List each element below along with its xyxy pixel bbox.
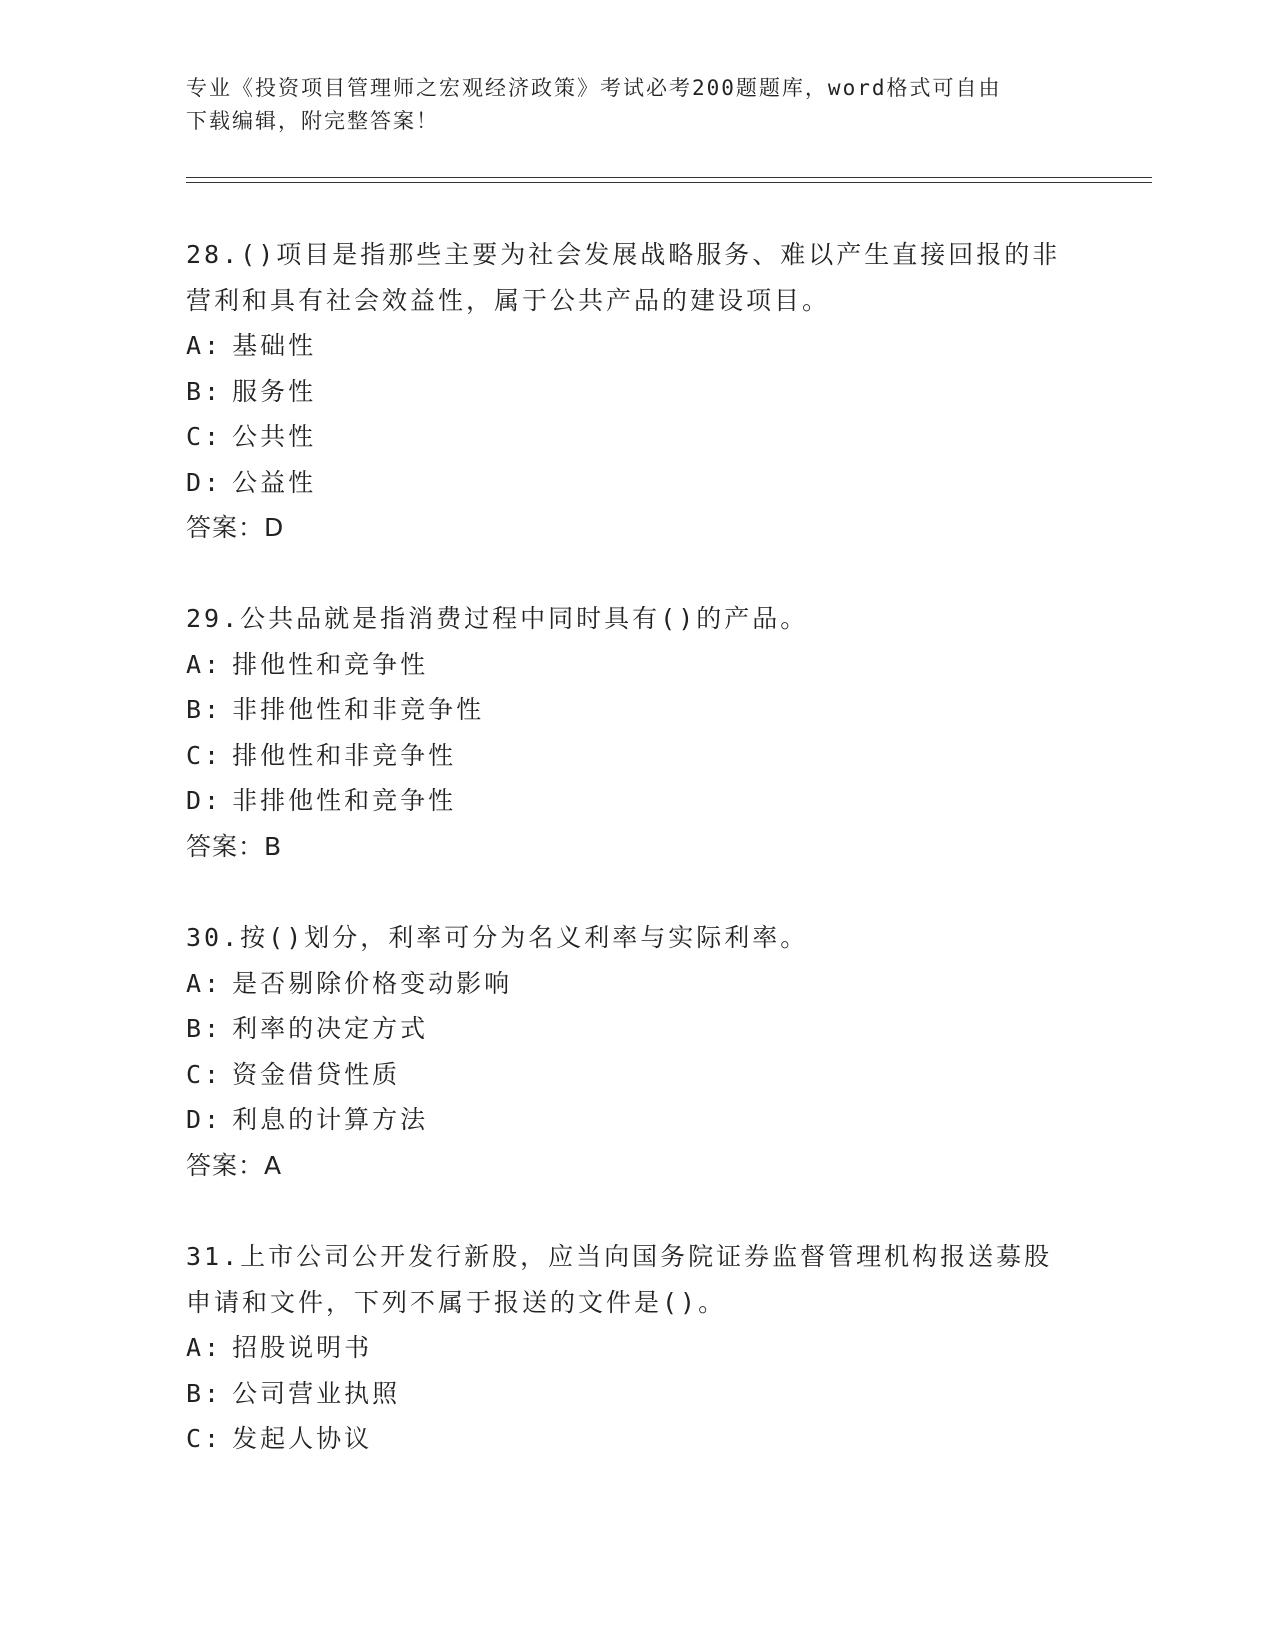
option-label: B:	[186, 1378, 223, 1408]
option-text: 公共性	[232, 422, 317, 451]
header-divider-bottom	[186, 182, 1152, 183]
option-c	[186, 733, 1086, 779]
option-b	[186, 1006, 1086, 1052]
option-label: D:	[186, 1105, 223, 1134]
option-label: C:	[186, 1424, 223, 1453]
option-c	[186, 414, 1086, 460]
header-line-2: 下载编辑，附完整答案！	[186, 109, 439, 133]
answer-line: 答案：B	[186, 831, 283, 861]
header-line-1: 专业《投资项目管理师之宏观经济政策》考试必考200题题库，word格式可自由	[186, 76, 1002, 100]
option-text: 利息的计算方法	[232, 1105, 429, 1134]
option-text: 招股说明书	[232, 1333, 373, 1362]
option-c	[186, 1416, 1086, 1462]
option-label: C:	[186, 1059, 223, 1089]
option-text: 公司营业执照	[232, 1378, 401, 1408]
question-stem-line: 申请和文件，下列不属于报送的文件是()。	[186, 1287, 727, 1317]
option-label: A:	[186, 1333, 223, 1362]
option-label: A:	[186, 968, 223, 998]
question-stem-line: 30.按()划分，利率可分为名义利率与实际利率。	[186, 923, 809, 952]
header-divider-top	[186, 177, 1152, 178]
option-a	[186, 961, 1086, 1007]
option-d	[186, 1097, 1086, 1143]
option-a	[186, 642, 1086, 688]
option-b	[186, 369, 1086, 415]
option-text: 公益性	[232, 467, 317, 497]
option-a	[186, 1325, 1086, 1371]
question-stem-line: 31.上市公司公开发行新股，应当向国务院证券监督管理机构报送募股	[186, 1242, 1053, 1271]
option-text: 发起人协议	[232, 1424, 373, 1453]
option-text: 利率的决定方式	[232, 1014, 429, 1043]
option-label: A:	[186, 649, 223, 679]
option-d	[186, 460, 1086, 506]
option-text: 服务性	[232, 376, 317, 406]
question-stem-line: 营利和具有社会效益性，属于公共产品的建设项目。	[186, 285, 831, 315]
option-text: 是否剔除价格变动影响	[232, 968, 513, 998]
option-b	[186, 687, 1086, 733]
option-label: B:	[186, 376, 223, 406]
option-label: B:	[186, 695, 223, 724]
option-text: 排他性和竞争性	[232, 649, 429, 679]
option-text: 非排他性和非竞争性	[232, 695, 485, 724]
option-label: C:	[186, 422, 223, 451]
question-31	[186, 1234, 1086, 1462]
option-b	[186, 1371, 1086, 1417]
question-stem-line: 28.()项目是指那些主要为社会发展战略服务、难以产生直接回报的非	[186, 240, 1061, 269]
option-label: B:	[186, 1014, 223, 1043]
answer-line: 答案：A	[186, 1150, 283, 1180]
option-label: C:	[186, 740, 223, 770]
answer-line: 答案：D	[186, 513, 285, 542]
option-label: A:	[186, 331, 223, 360]
option-a	[186, 323, 1086, 369]
option-text: 排他性和非竞争性	[232, 740, 457, 770]
option-text: 基础性	[232, 331, 317, 360]
question-28	[186, 232, 1086, 551]
option-text: 非排他性和竞争性	[232, 786, 457, 815]
option-label: D:	[186, 467, 223, 497]
question-stem-line: 29.公共品就是指消费过程中同时具有()的产品。	[186, 604, 809, 633]
document-header	[186, 72, 1066, 138]
option-d	[186, 778, 1086, 824]
question-29	[186, 596, 1086, 869]
option-text: 资金借贷性质	[232, 1059, 401, 1089]
option-c	[186, 1052, 1086, 1098]
question-30	[186, 915, 1086, 1188]
option-label: D:	[186, 786, 223, 815]
